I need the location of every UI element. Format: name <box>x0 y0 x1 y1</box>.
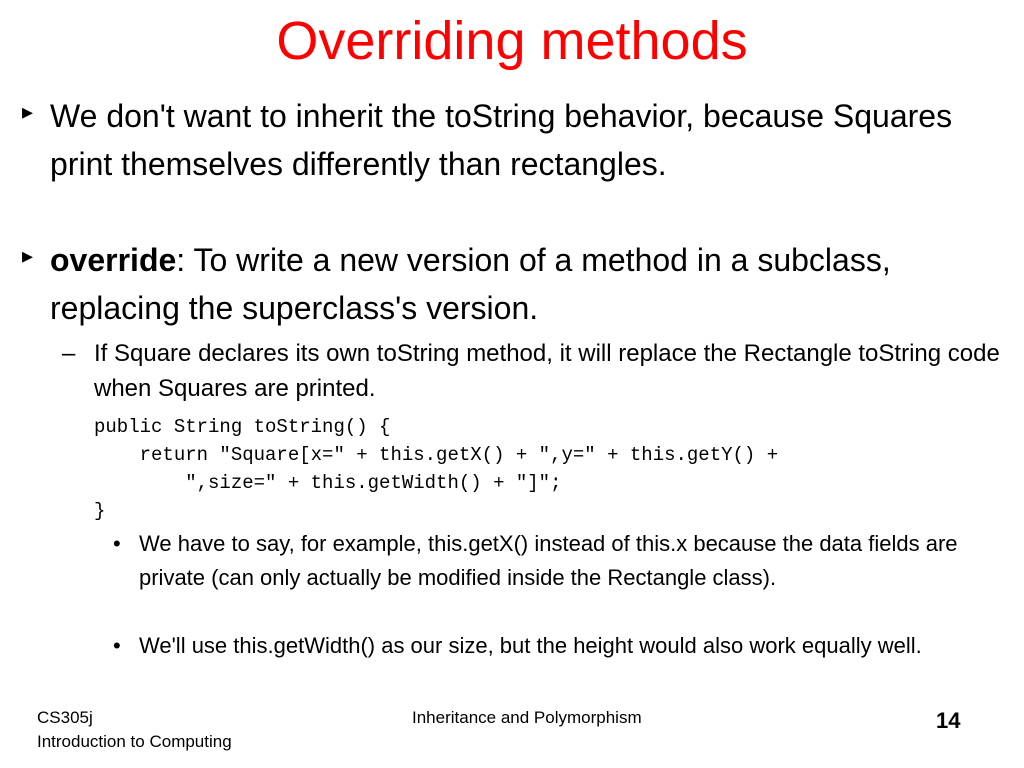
bullet-text <box>22 236 1007 332</box>
bullet-override <box>22 236 1007 332</box>
dot-bullet-icon: • <box>113 531 121 556</box>
triangle-bullet-icon: ▸ <box>22 99 34 124</box>
override-definition: : To write a new version of a method in a subclass, replacing the superclass's version. <box>50 242 891 326</box>
course-name: Introduction to Computing <box>37 732 232 751</box>
sub-bullet-text: If Square declares its own toString method, it will replace the Rectangle toString code when Squares are printed. <box>94 340 1000 402</box>
course-code: CS305j <box>37 708 93 727</box>
note-text: We'll use this.getWidth() as our size, but the height would also work equally well. <box>139 633 922 658</box>
footer-course <box>37 706 232 754</box>
dot-bullet-icon: • <box>113 633 121 658</box>
code-block: public String toString() { return "Square[x=" + this.getX() + ",y=" + this.getY() + ",size=" + this.getWidth() + "]"; } <box>94 416 779 522</box>
note-text: We have to say, for example, this.getX() instead of this.x because the data fields are private (can only actually be modified inside the Rectangle class). <box>139 531 958 590</box>
sub-bullet-square-tostring <box>62 336 1012 406</box>
bullet-text: We don't want to inherit the toString behavior, because Squares print themselves differently than rectangles. <box>50 98 953 182</box>
note-size-width <box>113 629 1013 663</box>
footer-topic: Inheritance and Polymorphism <box>412 708 642 727</box>
term-override: override <box>50 242 177 278</box>
slide-title: Overriding methods <box>276 11 748 71</box>
triangle-bullet-icon: ▸ <box>22 243 34 268</box>
note-private-fields <box>113 527 1013 594</box>
bullet-inherit <box>22 92 1007 188</box>
page-number: 14 <box>936 708 961 733</box>
dash-bullet-icon: – <box>62 340 76 367</box>
